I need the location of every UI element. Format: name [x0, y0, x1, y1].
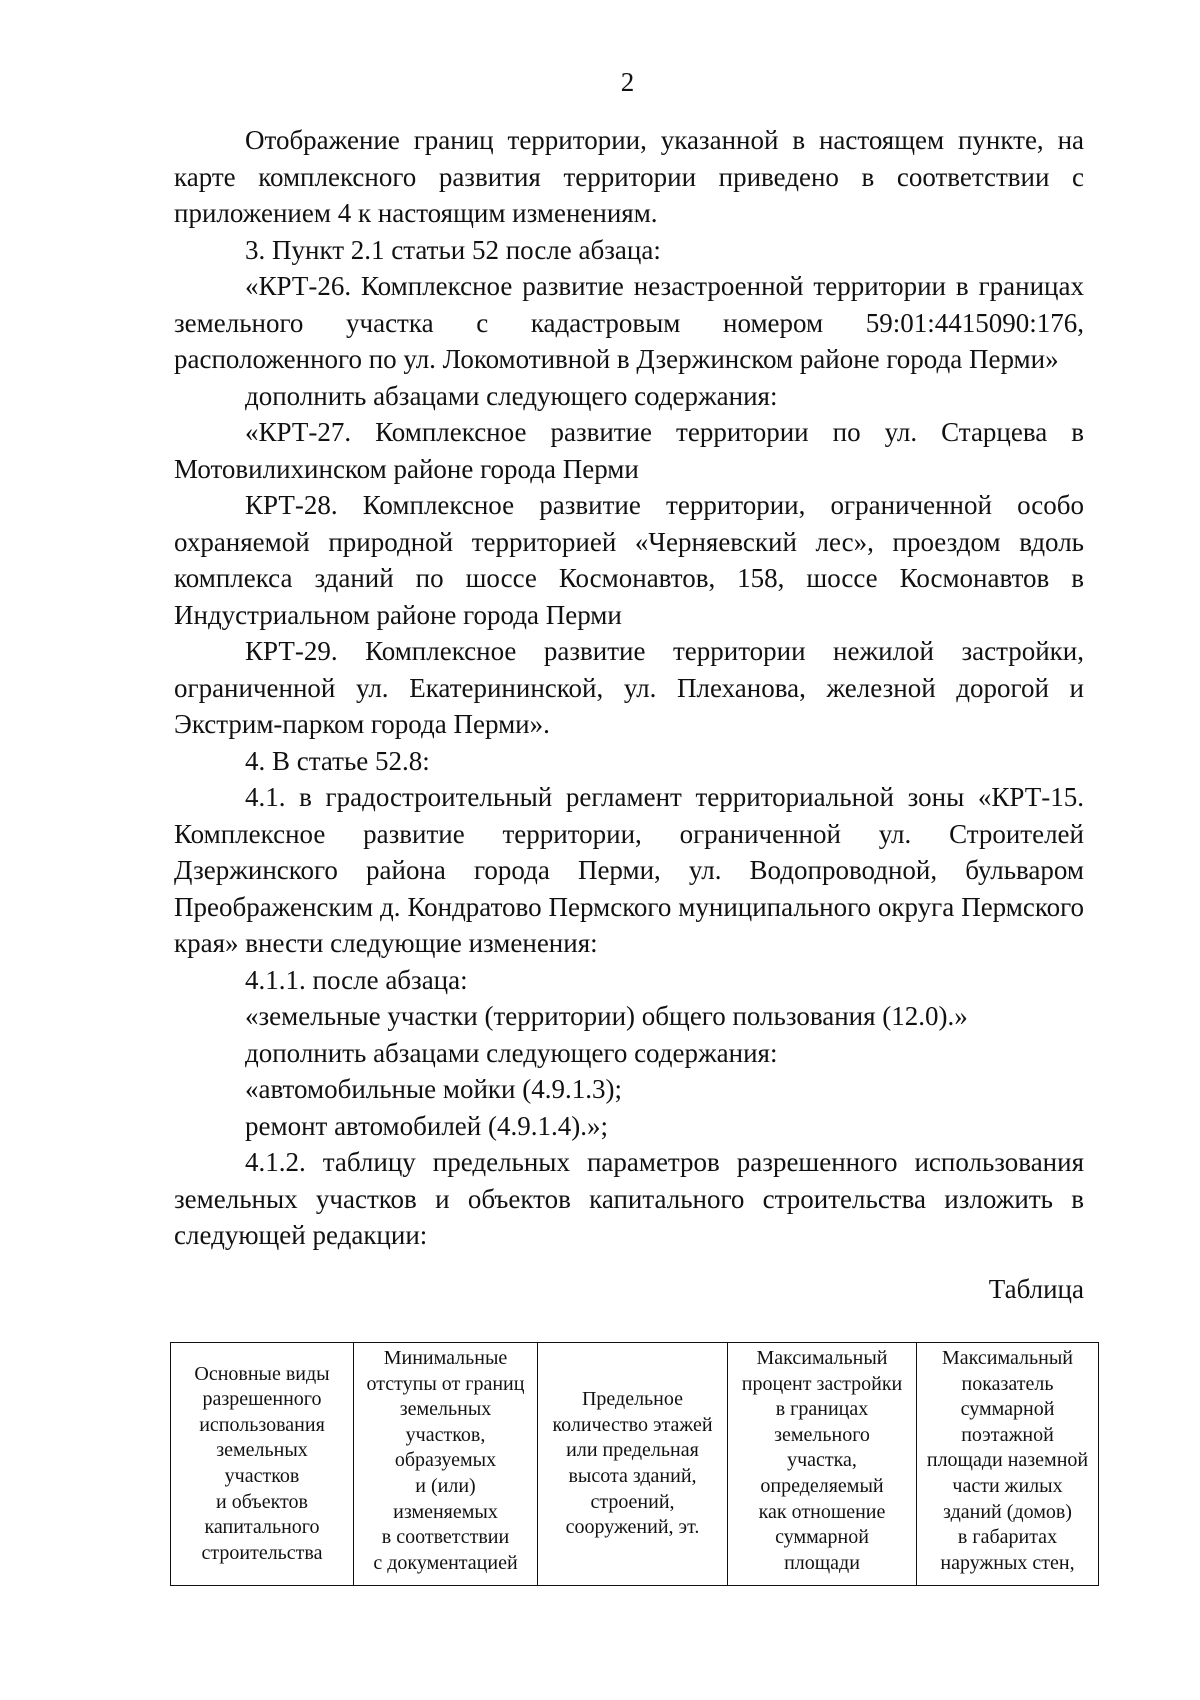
paragraph-supplement-1: дополнить абзацами следующего содержания:	[245, 380, 778, 411]
table-header-row	[171, 1343, 1099, 1586]
header-cell-text: Предельное количество этажей или предельная высота зданий, строений, сооружений, эт.	[552, 1388, 713, 1539]
header-cell-max-floors	[538, 1343, 728, 1586]
paragraph-krt-27: «КРТ-27. Комплексное развитие территории по ул. Старцева в Мотовилихинском районе города Перми	[174, 417, 1084, 484]
paragraph-krt-26: «КРТ-26. Комплексное развитие незастроенной территории в границах земельного участка с кадастровым номером 59:01:4415090:176, расположенного по ул. Локомотивной в Дзержинском районе города Перми»	[174, 271, 1084, 374]
header-cell-text: Максимальный показатель суммарной поэтажной площади наземной части жилых зданий (домов) в габаритах наружных стен,	[926, 1347, 1089, 1574]
paragraph-supplement-2: дополнить абзацами следующего содержания:	[245, 1037, 778, 1068]
parameters-table-wrapper	[170, 1342, 1098, 1586]
document-body	[174, 122, 1084, 1307]
paragraph-car-wash: «автомобильные мойки (4.9.1.3);	[245, 1074, 622, 1104]
paragraph-item-4-1-1: 4.1.1. после абзаца:	[245, 964, 468, 995]
paragraph-krt-28: КРТ-28. Комплексное развитие территории, ограниченной особо охраняемой природной территорией «Черняевский лес», проездом вдоль комплекса зданий по шоссе Космонавтов, 158, шоссе Космонавтов в Индустриальном районе города Перми	[174, 490, 1084, 630]
paragraph-krt-29: КРТ-29. Комплексное развитие территории нежилой застройки, ограниченной ул. Екатерининской, ул. Плеханова, железной дорогой и Экстрим-парком города Перми».	[174, 636, 1084, 739]
paragraph-item-3: 3. Пункт 2.1 статьи 52 после абзаца:	[245, 234, 661, 265]
header-cell-max-coverage	[728, 1343, 917, 1586]
paragraph-item-4-1: 4.1. в градостроительный регламент территориальной зоны «КРТ-15. Комплексное развитие территории, ограниченной ул. Строителей Дзержинского района города Перми, ул. Водопроводной, бульваром Преображенским д. Кондратово Пермского муниципального округа Пермского края» внести следующие изменения:	[174, 782, 1084, 958]
table-caption: Таблица	[988, 1273, 1084, 1304]
page-number: 2	[620, 67, 635, 97]
header-cell-usage-types	[171, 1343, 354, 1586]
header-cell-text: Минимальные отступы от границ земельных участков, образуемых и (или) изменяемых в соответствии с документацией	[366, 1347, 525, 1574]
paragraph-item-4: 4. В статье 52.8:	[245, 745, 430, 776]
paragraph-boundary-display: Отображение границ территории, указанной в настоящем пункте, на карте комплексного развития территории приведено в соответствии с приложением 4 к настоящим изменениям.	[174, 125, 1084, 228]
header-cell-text: Основные виды разрешенного использования земельных участков и объектов капитального строительства	[194, 1362, 330, 1564]
paragraph-item-4-1-2: 4.1.2. таблицу предельных параметров разрешенного использования земельных участков и объектов капитального строительства изложить в следующей редакции:	[174, 1147, 1084, 1250]
paragraph-public-land: «земельные участки (территории) общего пользования (12.0).»	[245, 1001, 968, 1031]
parameters-table	[170, 1342, 1099, 1586]
header-cell-text: Максимальный процент застройки в границах земельного участка, определяемый как отношение суммарной площади	[741, 1347, 903, 1574]
paragraph-car-repair: ремонт автомобилей (4.9.1.4).»;	[245, 1110, 608, 1141]
header-cell-min-setbacks	[354, 1343, 538, 1586]
header-cell-max-floor-area	[917, 1343, 1099, 1586]
